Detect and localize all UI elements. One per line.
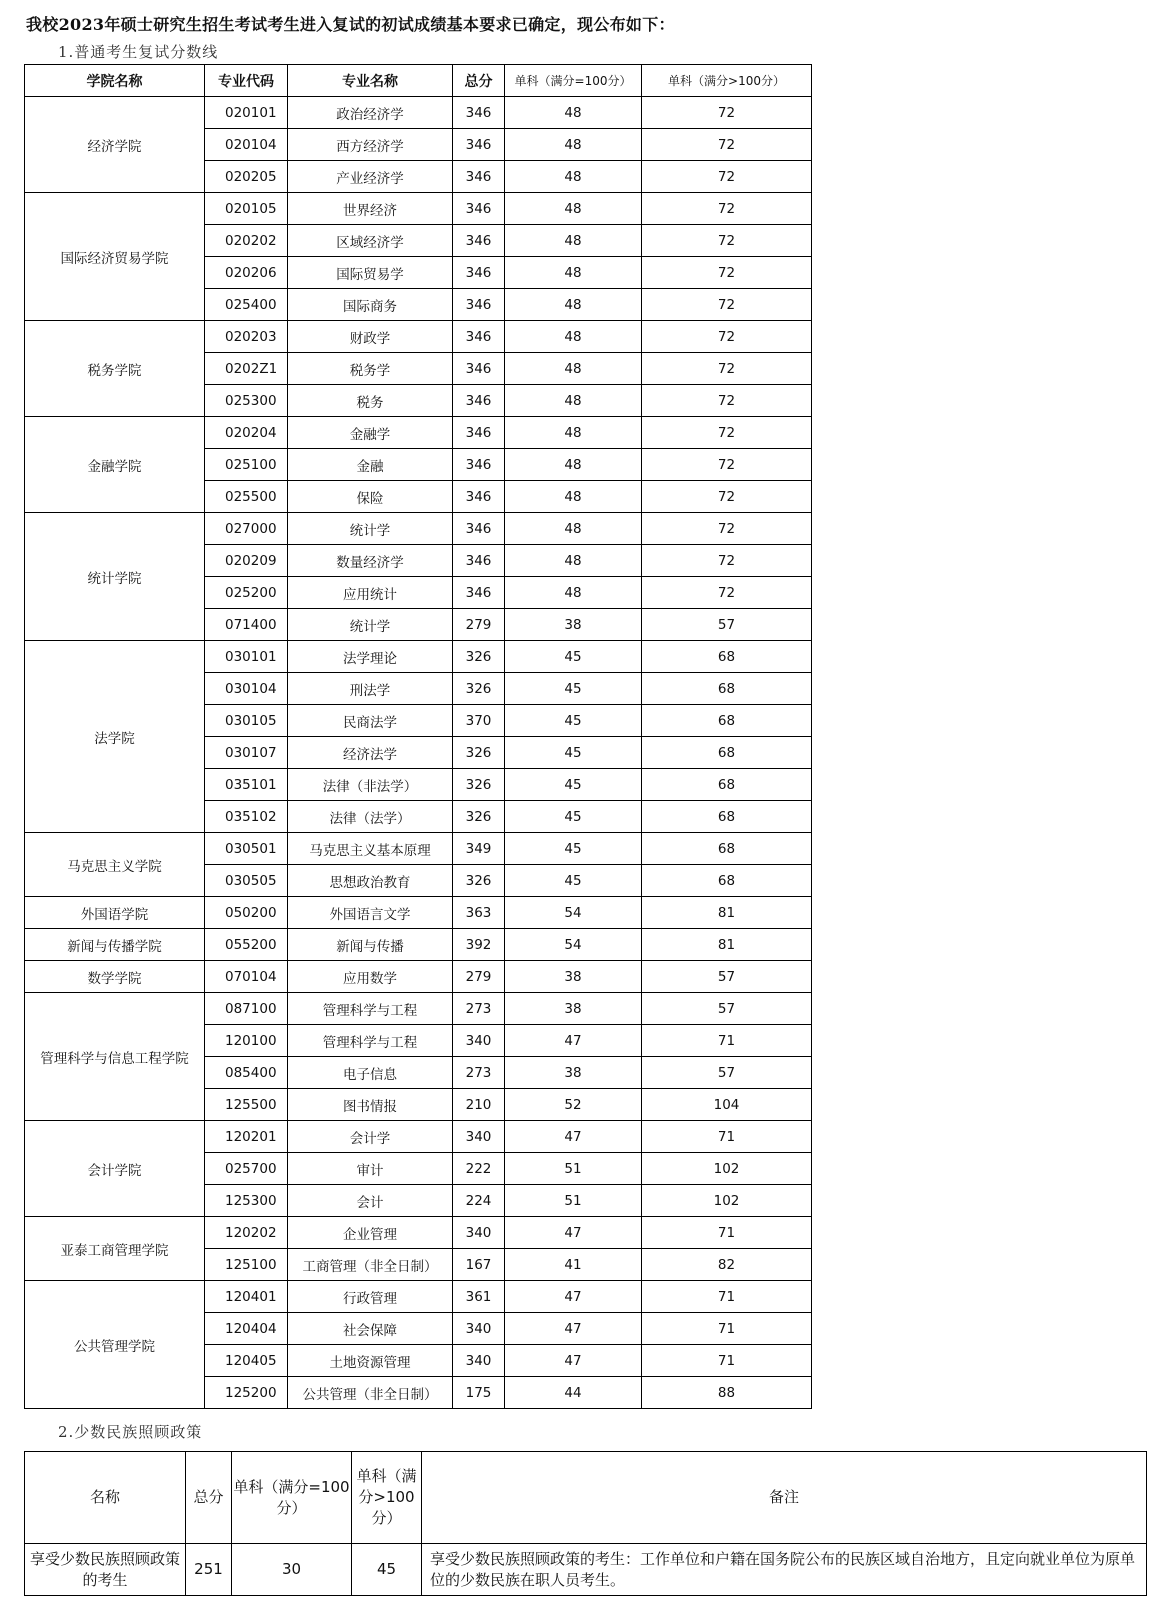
header-code: 专业代码 — [205, 65, 288, 97]
major-name: 会计学 — [288, 1121, 453, 1153]
major-name: 民商法学 — [288, 705, 453, 737]
major-name: 税务学 — [288, 353, 453, 385]
table-row — [25, 513, 812, 545]
single-over-100-score: 71 — [642, 1345, 812, 1377]
major-code: 025500 — [205, 481, 288, 513]
section-1-title: 1.普通考生复试分数线 — [58, 43, 219, 61]
total-score: 175 — [453, 1377, 505, 1409]
major-name: 财政学 — [288, 321, 453, 353]
total-score: 273 — [453, 993, 505, 1025]
single-over-100-score: 72 — [642, 353, 812, 385]
total-score: 326 — [453, 865, 505, 897]
major-name: 行政管理 — [288, 1281, 453, 1313]
single-100-score: 45 — [505, 705, 642, 737]
single-100-score: 48 — [505, 385, 642, 417]
minority-policy-table — [24, 1451, 1147, 1596]
major-code: 025300 — [205, 385, 288, 417]
total-score: 346 — [453, 417, 505, 449]
single-over-100-score: 68 — [642, 673, 812, 705]
total-score: 346 — [453, 289, 505, 321]
single-over-100-score: 72 — [642, 225, 812, 257]
total-score: 340 — [453, 1345, 505, 1377]
major-name: 思想政治教育 — [288, 865, 453, 897]
single-over-100-score: 72 — [642, 385, 812, 417]
major-name: 保险 — [288, 481, 453, 513]
policy-header-remark: 备注 — [422, 1452, 1147, 1544]
major-code: 120202 — [205, 1217, 288, 1249]
college-name: 税务学院 — [25, 321, 205, 417]
single-over-100-score: 71 — [642, 1025, 812, 1057]
single-over-100-score: 88 — [642, 1377, 812, 1409]
single-100-score: 48 — [505, 481, 642, 513]
total-score: 346 — [453, 225, 505, 257]
single-100-score: 48 — [505, 417, 642, 449]
total-score: 346 — [453, 449, 505, 481]
table-row — [25, 193, 812, 225]
college-name: 经济学院 — [25, 97, 205, 193]
major-code: 030505 — [205, 865, 288, 897]
major-code: 087100 — [205, 993, 288, 1025]
single-100-score: 45 — [505, 833, 642, 865]
table-header-row — [25, 65, 812, 97]
major-name: 税务 — [288, 385, 453, 417]
single-over-100-score: 72 — [642, 193, 812, 225]
major-name: 公共管理（非全日制） — [288, 1377, 453, 1409]
single-over-100-score: 72 — [642, 449, 812, 481]
total-score: 279 — [453, 609, 505, 641]
single-over-100-score: 71 — [642, 1217, 812, 1249]
major-code: 035101 — [205, 769, 288, 801]
single-100-score: 48 — [505, 545, 642, 577]
policy-header-row — [25, 1452, 1147, 1544]
policy-remark: 享受少数民族照顾政策的考生：工作单位和户籍在国务院公布的民族区域自治地方，且定向就业单位为原单位的少数民族在职人员考生。 — [422, 1544, 1147, 1596]
major-name: 区域经济学 — [288, 225, 453, 257]
table-row — [25, 897, 812, 929]
total-score: 361 — [453, 1281, 505, 1313]
major-name: 刑法学 — [288, 673, 453, 705]
major-name: 马克思主义基本原理 — [288, 833, 453, 865]
single-over-100-score: 57 — [642, 993, 812, 1025]
total-score: 346 — [453, 129, 505, 161]
single-100-score: 54 — [505, 897, 642, 929]
single-100-score: 45 — [505, 673, 642, 705]
major-code: 020205 — [205, 161, 288, 193]
policy-header-name: 名称 — [25, 1452, 186, 1544]
major-name: 经济法学 — [288, 737, 453, 769]
college-name: 法学院 — [25, 641, 205, 833]
single-100-score: 48 — [505, 225, 642, 257]
single-100-score: 48 — [505, 193, 642, 225]
single-over-100-score: 72 — [642, 257, 812, 289]
total-score: 346 — [453, 97, 505, 129]
major-code: 030107 — [205, 737, 288, 769]
college-name: 金融学院 — [25, 417, 205, 513]
major-code: 125500 — [205, 1089, 288, 1121]
single-100-score: 47 — [505, 1121, 642, 1153]
major-name: 法律（非法学） — [288, 769, 453, 801]
total-score: 346 — [453, 385, 505, 417]
college-name: 新闻与传播学院 — [25, 929, 205, 961]
total-score: 392 — [453, 929, 505, 961]
single-over-100-score: 72 — [642, 417, 812, 449]
single-100-score: 48 — [505, 257, 642, 289]
single-over-100-score: 72 — [642, 97, 812, 129]
single-over-100-score: 72 — [642, 545, 812, 577]
single-100-score: 51 — [505, 1153, 642, 1185]
major-code: 030101 — [205, 641, 288, 673]
major-name: 管理科学与工程 — [288, 993, 453, 1025]
total-score: 326 — [453, 801, 505, 833]
table-row — [25, 417, 812, 449]
major-name: 管理科学与工程 — [288, 1025, 453, 1057]
single-100-score: 48 — [505, 449, 642, 481]
table-row — [25, 641, 812, 673]
single-over-100-score: 68 — [642, 737, 812, 769]
single-over-100-score: 104 — [642, 1089, 812, 1121]
single-over-100-score: 57 — [642, 1057, 812, 1089]
major-code: 055200 — [205, 929, 288, 961]
major-code: 020104 — [205, 129, 288, 161]
single-100-score: 48 — [505, 97, 642, 129]
header-major: 专业名称 — [288, 65, 453, 97]
major-code: 120404 — [205, 1313, 288, 1345]
single-100-score: 45 — [505, 737, 642, 769]
total-score: 224 — [453, 1185, 505, 1217]
table-row — [25, 961, 812, 993]
major-code: 020105 — [205, 193, 288, 225]
total-score: 370 — [453, 705, 505, 737]
major-name: 数量经济学 — [288, 545, 453, 577]
single-100-score: 38 — [505, 993, 642, 1025]
total-score: 340 — [453, 1313, 505, 1345]
policy-header-total: 总分 — [186, 1452, 232, 1544]
single-over-100-score: 68 — [642, 641, 812, 673]
single-over-100-score: 81 — [642, 897, 812, 929]
major-name: 统计学 — [288, 513, 453, 545]
policy-name: 享受少数民族照顾政策的考生 — [25, 1544, 186, 1596]
major-name: 外国语言文学 — [288, 897, 453, 929]
single-over-100-score: 81 — [642, 929, 812, 961]
college-name: 马克思主义学院 — [25, 833, 205, 897]
major-code: 030501 — [205, 833, 288, 865]
single-100-score: 45 — [505, 769, 642, 801]
college-name: 统计学院 — [25, 513, 205, 641]
total-score: 346 — [453, 257, 505, 289]
policy-header-single-100: 单科（满分=100分） — [232, 1452, 352, 1544]
table-row — [25, 1217, 812, 1249]
major-code: 025400 — [205, 289, 288, 321]
single-100-score: 47 — [505, 1281, 642, 1313]
major-code: 025200 — [205, 577, 288, 609]
major-name: 法学理论 — [288, 641, 453, 673]
major-code: 085400 — [205, 1057, 288, 1089]
single-over-100-score: 57 — [642, 609, 812, 641]
table-row — [25, 929, 812, 961]
total-score: 273 — [453, 1057, 505, 1089]
single-100-score: 47 — [505, 1217, 642, 1249]
policy-single-over-100: 45 — [352, 1544, 422, 1596]
single-100-score: 48 — [505, 129, 642, 161]
single-100-score: 47 — [505, 1345, 642, 1377]
single-over-100-score: 72 — [642, 481, 812, 513]
single-100-score: 48 — [505, 353, 642, 385]
major-code: 125200 — [205, 1377, 288, 1409]
major-code: 020206 — [205, 257, 288, 289]
major-name: 审计 — [288, 1153, 453, 1185]
major-name: 国际贸易学 — [288, 257, 453, 289]
policy-single-100: 30 — [232, 1544, 352, 1596]
total-score: 346 — [453, 321, 505, 353]
college-name: 亚泰工商管理学院 — [25, 1217, 205, 1281]
single-100-score: 47 — [505, 1025, 642, 1057]
single-over-100-score: 71 — [642, 1121, 812, 1153]
major-code: 025700 — [205, 1153, 288, 1185]
major-code: 120201 — [205, 1121, 288, 1153]
single-over-100-score: 72 — [642, 129, 812, 161]
single-over-100-score: 82 — [642, 1249, 812, 1281]
single-100-score: 54 — [505, 929, 642, 961]
single-over-100-score: 72 — [642, 161, 812, 193]
single-over-100-score: 68 — [642, 865, 812, 897]
single-100-score: 51 — [505, 1185, 642, 1217]
major-code: 027000 — [205, 513, 288, 545]
total-score: 363 — [453, 897, 505, 929]
total-score: 340 — [453, 1025, 505, 1057]
single-100-score: 47 — [505, 1313, 642, 1345]
policy-row — [25, 1544, 1147, 1596]
single-over-100-score: 68 — [642, 705, 812, 737]
major-code: 120100 — [205, 1025, 288, 1057]
header-college: 学院名称 — [25, 65, 205, 97]
single-over-100-score: 68 — [642, 769, 812, 801]
college-name: 会计学院 — [25, 1121, 205, 1217]
total-score: 349 — [453, 833, 505, 865]
major-name: 统计学 — [288, 609, 453, 641]
table-row — [25, 993, 812, 1025]
major-code: 020101 — [205, 97, 288, 129]
total-score: 326 — [453, 641, 505, 673]
major-code: 030105 — [205, 705, 288, 737]
total-score: 346 — [453, 193, 505, 225]
intro-text: 我校2023年硕士研究生招生考试考生进入复试的初试成绩基本要求已确定，现公布如下： — [26, 15, 675, 34]
total-score: 167 — [453, 1249, 505, 1281]
total-score: 346 — [453, 161, 505, 193]
single-over-100-score: 72 — [642, 577, 812, 609]
major-code: 125300 — [205, 1185, 288, 1217]
single-over-100-score: 68 — [642, 801, 812, 833]
major-code: 070104 — [205, 961, 288, 993]
total-score: 346 — [453, 545, 505, 577]
header-total: 总分 — [453, 65, 505, 97]
major-name: 国际商务 — [288, 289, 453, 321]
total-score: 340 — [453, 1121, 505, 1153]
major-code: 050200 — [205, 897, 288, 929]
total-score: 340 — [453, 1217, 505, 1249]
major-name: 土地资源管理 — [288, 1345, 453, 1377]
single-100-score: 38 — [505, 1057, 642, 1089]
single-100-score: 48 — [505, 289, 642, 321]
policy-total: 251 — [186, 1544, 232, 1596]
college-name: 国际经济贸易学院 — [25, 193, 205, 321]
total-score: 346 — [453, 353, 505, 385]
section-2-title: 2.少数民族照顾政策 — [58, 1423, 203, 1441]
major-name: 会计 — [288, 1185, 453, 1217]
total-score: 279 — [453, 961, 505, 993]
total-score: 346 — [453, 513, 505, 545]
single-100-score: 45 — [505, 641, 642, 673]
total-score: 210 — [453, 1089, 505, 1121]
major-name: 产业经济学 — [288, 161, 453, 193]
table-row — [25, 321, 812, 353]
single-over-100-score: 102 — [642, 1185, 812, 1217]
single-over-100-score: 71 — [642, 1313, 812, 1345]
major-code: 020202 — [205, 225, 288, 257]
score-table — [24, 64, 812, 1409]
total-score: 222 — [453, 1153, 505, 1185]
single-100-score: 48 — [505, 513, 642, 545]
major-name: 工商管理（非全日制） — [288, 1249, 453, 1281]
major-code: 020209 — [205, 545, 288, 577]
single-100-score: 41 — [505, 1249, 642, 1281]
major-code: 035102 — [205, 801, 288, 833]
major-code: 020204 — [205, 417, 288, 449]
college-name: 管理科学与信息工程学院 — [25, 993, 205, 1121]
major-code: 120401 — [205, 1281, 288, 1313]
header-single-over-100: 单科（满分>100分） — [642, 65, 812, 97]
major-code: 071400 — [205, 609, 288, 641]
header-single-100: 单科（满分=100分） — [505, 65, 642, 97]
major-name: 应用统计 — [288, 577, 453, 609]
single-100-score: 38 — [505, 609, 642, 641]
single-100-score: 45 — [505, 865, 642, 897]
major-name: 法律（法学） — [288, 801, 453, 833]
total-score: 326 — [453, 737, 505, 769]
major-name: 金融 — [288, 449, 453, 481]
single-over-100-score: 72 — [642, 289, 812, 321]
major-code: 025100 — [205, 449, 288, 481]
table-row — [25, 1281, 812, 1313]
major-name: 社会保障 — [288, 1313, 453, 1345]
table-row — [25, 833, 812, 865]
major-name: 世界经济 — [288, 193, 453, 225]
major-code: 0202Z1 — [205, 353, 288, 385]
table-row — [25, 1121, 812, 1153]
single-over-100-score: 57 — [642, 961, 812, 993]
major-code: 125100 — [205, 1249, 288, 1281]
single-100-score: 48 — [505, 161, 642, 193]
single-100-score: 45 — [505, 801, 642, 833]
single-over-100-score: 72 — [642, 513, 812, 545]
college-name: 公共管理学院 — [25, 1281, 205, 1409]
major-name: 应用数学 — [288, 961, 453, 993]
policy-header-single-over-100: 单科（满分>100分） — [352, 1452, 422, 1544]
single-over-100-score: 68 — [642, 833, 812, 865]
major-name: 金融学 — [288, 417, 453, 449]
college-name: 外国语学院 — [25, 897, 205, 929]
major-name: 政治经济学 — [288, 97, 453, 129]
single-over-100-score: 102 — [642, 1153, 812, 1185]
single-100-score: 52 — [505, 1089, 642, 1121]
major-code: 030104 — [205, 673, 288, 705]
major-name: 西方经济学 — [288, 129, 453, 161]
single-over-100-score: 72 — [642, 321, 812, 353]
college-name: 数学学院 — [25, 961, 205, 993]
major-code: 020203 — [205, 321, 288, 353]
total-score: 326 — [453, 673, 505, 705]
major-code: 120405 — [205, 1345, 288, 1377]
major-name: 图书情报 — [288, 1089, 453, 1121]
major-name: 电子信息 — [288, 1057, 453, 1089]
major-name: 企业管理 — [288, 1217, 453, 1249]
single-over-100-score: 71 — [642, 1281, 812, 1313]
total-score: 326 — [453, 769, 505, 801]
single-100-score: 38 — [505, 961, 642, 993]
single-100-score: 44 — [505, 1377, 642, 1409]
total-score: 346 — [453, 577, 505, 609]
major-name: 新闻与传播 — [288, 929, 453, 961]
single-100-score: 48 — [505, 321, 642, 353]
table-row — [25, 97, 812, 129]
single-100-score: 48 — [505, 577, 642, 609]
total-score: 346 — [453, 481, 505, 513]
